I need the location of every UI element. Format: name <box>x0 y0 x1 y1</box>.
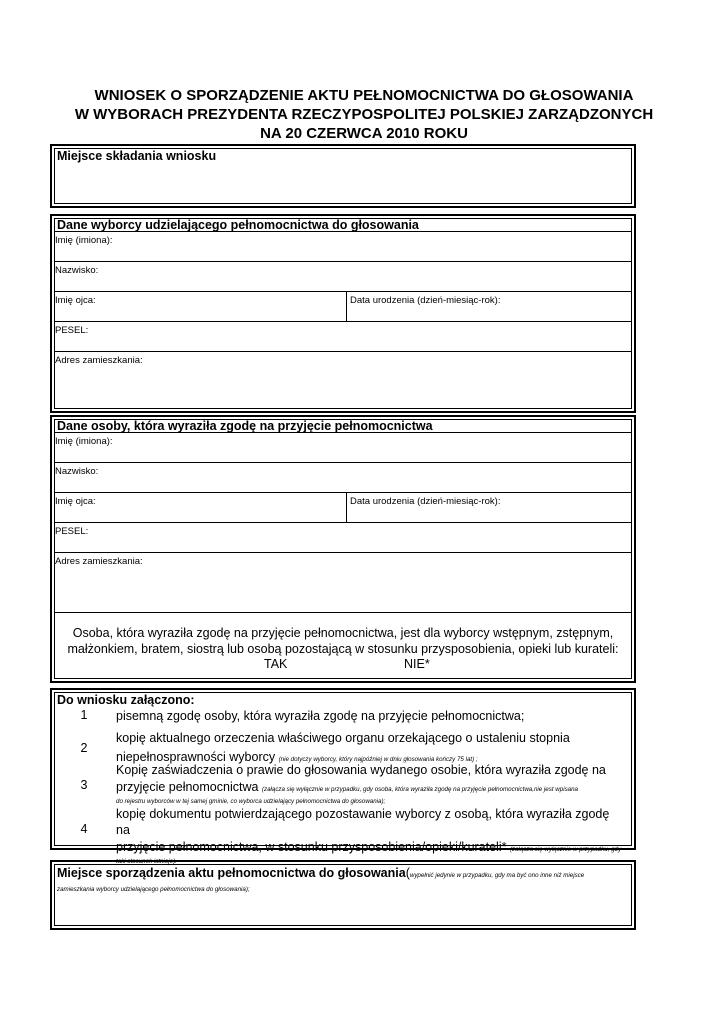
voter-address-label[interactable]: Adres zamieszkania: <box>55 355 143 366</box>
voter-birth-date-label[interactable]: Data urodzenia (dzień-miesiąc-rok): <box>350 295 501 306</box>
act-place-header <box>57 866 628 883</box>
act-place-field[interactable] <box>56 896 630 924</box>
relation-yes-option[interactable]: TAK <box>264 657 288 671</box>
divider <box>55 351 631 352</box>
proxy-data-section <box>50 415 636 683</box>
submission-place-heading: Miejsce składania wniosku <box>57 149 217 163</box>
divider <box>55 492 631 493</box>
attachment-number: 2 <box>80 741 88 755</box>
attachment-item-4-note-2: taki stosunek istnieje). <box>116 858 177 865</box>
voter-father-name-label[interactable]: Imię ojca: <box>55 295 96 306</box>
act-place-note: wypełnić jedynie w przypadku, gdy ma być ono inne niż miejsce <box>409 872 585 879</box>
attachment-item-4-note: (załącza się wyłącznie w przypadku, gdy <box>509 846 622 853</box>
attachment-item-1: pisemną zgodę osoby, która wyraziła zgodę na przyjęcie pełnomocnictwa; <box>116 709 525 723</box>
divider <box>55 321 631 322</box>
proxy-birth-date-label[interactable]: Data urodzenia (dzień-miesiąc-rok): <box>350 496 501 507</box>
attachment-item-3-line-2: przyjęcie pełnomocnictwa <box>116 780 259 794</box>
voter-pesel-label[interactable]: PESEL: <box>55 325 89 336</box>
attachment-item-2-line-2: niepełnosprawności wyborcy <box>116 750 276 764</box>
proxy-last-name-label[interactable]: Nazwisko: <box>55 466 99 477</box>
divider <box>55 552 631 553</box>
divider <box>55 432 631 433</box>
attachment-item-4-line-1: kopię dokumentu potwierdzającego pozostawanie wyborcy z osobą, która wyraziła zgodę na <box>116 807 610 837</box>
divider <box>346 291 347 321</box>
attachment-item-3-note: (załącza się wyłącznie w przypadku, gdy osoba, która wyraziła zgodę na przyjęcie pełnomocnictwa,nie jest wpisana <box>261 786 578 793</box>
proxy-first-name-label[interactable]: Imię (imiona): <box>55 436 113 447</box>
act-place-section <box>50 860 636 930</box>
voter-last-name-label[interactable]: Nazwisko: <box>55 265 99 276</box>
attachment-item-3-line-1: Kopię zaświadczenia o prawie do głosowania wydanego osobie, która wyraziła zgodę na <box>116 763 606 777</box>
paren: ( <box>405 866 410 880</box>
relation-line-1: Osoba, która wyraziła zgodę na przyjęcie pełnomocnictwa, jest dla wyborcy wstępnym, zstępnym, <box>72 626 614 640</box>
proxy-pesel-label[interactable]: PESEL: <box>55 526 89 537</box>
divider <box>55 612 631 613</box>
attachment-number: 4 <box>80 822 88 836</box>
attachment-item-3-note-2: do rejestru wyborców w tej samej gminie, co wyborca udzielający pełnomocnictwa do głosowania); <box>116 798 386 805</box>
title-line-1: WNIOSEK O SPORZĄDZENIE AKTU PEŁNOMOCNICTWA DO GŁOSOWANIA <box>94 87 634 104</box>
voter-data-section <box>50 214 636 413</box>
attachment-item-2-note: (nie dotyczy wyborcy, który najpóźniej w dniu głosowania kończy 75 lat) ; <box>278 756 478 763</box>
attachment-item-3 <box>116 762 626 806</box>
relation-line-2: małżonkiem, bratem, siostrą lub osobą pozostającą w stosunku przysposobienia, opieki lub kurateli: <box>67 642 619 656</box>
divider <box>55 462 631 463</box>
relation-no-option[interactable]: NIE* <box>404 657 430 671</box>
divider <box>346 492 347 522</box>
attachment-item-4 <box>116 806 626 866</box>
divider <box>55 261 631 262</box>
divider <box>55 291 631 292</box>
act-place-heading: Miejsce sporządzenia aktu pełnomocnictwa do głosowania <box>57 866 406 880</box>
voter-data-heading: Dane wyborcy udzielającego pełnomocnictwa do głosowania <box>57 218 419 232</box>
proxy-data-heading: Dane osoby, która wyraziła zgodę na przyjęcie pełnomocnictwa <box>57 419 433 433</box>
act-place-note-2: zamieszkania wyborcy udzielającego pełnomocnictwa do głosowania); <box>57 886 250 893</box>
attachments-heading: Do wniosku załączono: <box>57 693 195 707</box>
attachment-number: 3 <box>80 778 88 792</box>
proxy-address-label[interactable]: Adres zamieszkania: <box>55 556 143 567</box>
submission-place-section <box>50 144 636 208</box>
submission-place-field[interactable] <box>56 166 630 202</box>
attachment-number: 1 <box>80 708 88 722</box>
divider <box>55 231 631 232</box>
attachment-item-2-line-1: kopię aktualnego orzeczenia właściwego organu orzekającego o ustaleniu stopnia <box>116 731 570 745</box>
relation-statement <box>58 625 628 657</box>
form-title <box>40 86 688 143</box>
voter-first-name-label[interactable]: Imię (imiona): <box>55 235 113 246</box>
title-line-2: W WYBORACH PREZYDENTA RZECZYPOSPOLITEJ POLSKIEJ ZARZĄDZONYCH <box>74 106 654 123</box>
title-line-3: NA 20 CZERWCA 2010 ROKU <box>260 125 468 142</box>
divider <box>55 522 631 523</box>
attachment-item-4-line-2: przyjęcie pełnomocnictwa, w stosunku przysposobienia/opieki/kurateli* <box>116 840 507 854</box>
attachments-section <box>50 688 636 865</box>
proxy-father-name-label[interactable]: Imię ojca: <box>55 496 96 507</box>
